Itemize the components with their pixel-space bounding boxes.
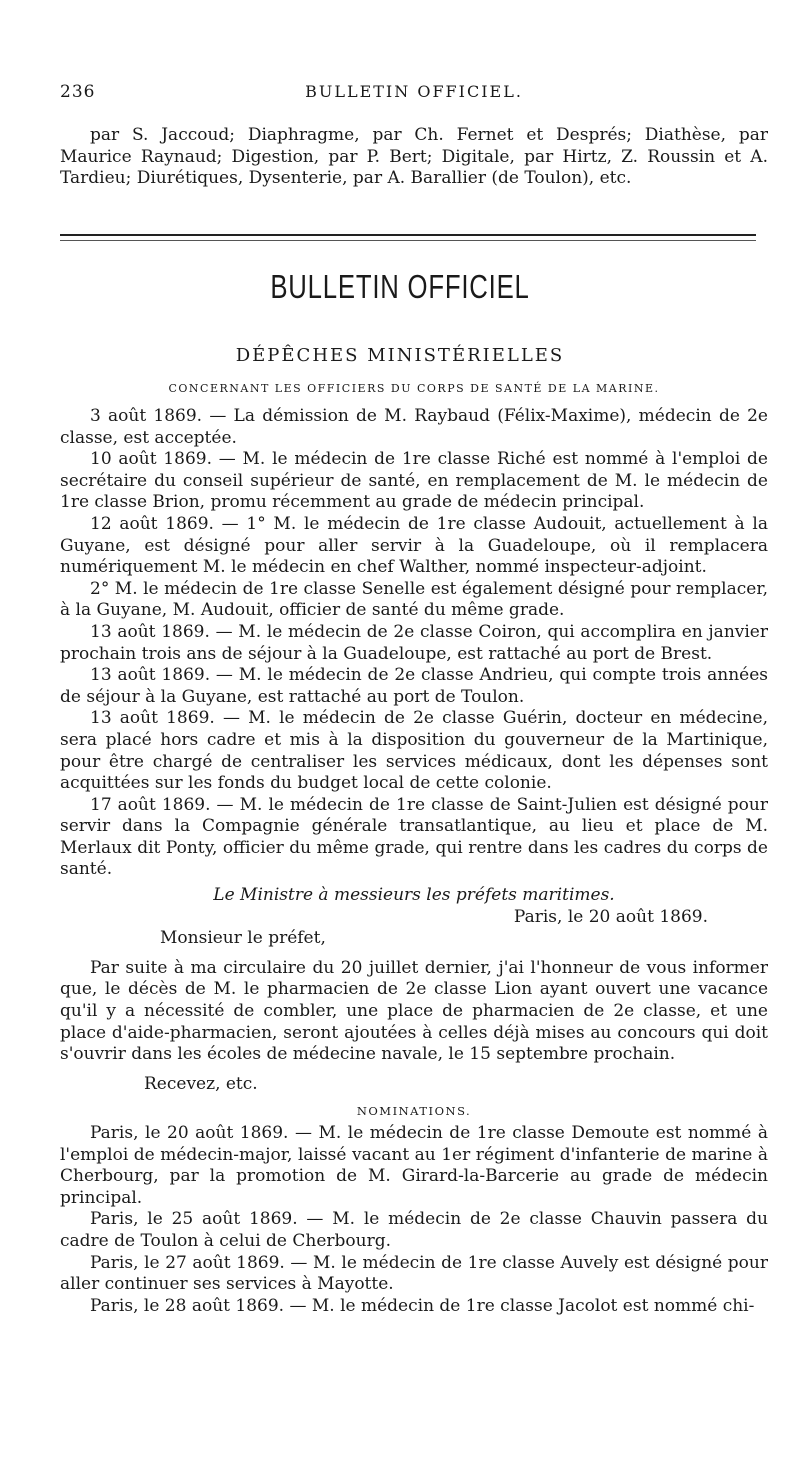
nomination-paragraph: Paris, le 25 août 1869. — M. le médecin de 2e classe Chauvin passera du cadre de Toulon à celui de Cherbourg.	[60, 1209, 768, 1251]
page-number: 236	[60, 82, 96, 102]
section-subtitle: DÉPÊCHES MINISTÉRIELLES	[235, 345, 565, 366]
letter-body: Par suite à ma circulaire du 20 juillet dernier, j'ai l'honneur de vous informer que, le décès de M. le pharmacien de 2e classe Lion ayant ouvert une vacance qu'il y a nécessité de combler, une place de pharmacien de 2e classe, et une place d'aide-pharmacien, seront ajoutées à celles déjà mises au concours qui doit s'ouvrir dans les écoles de médecine navale, le 15 septembre prochain.	[60, 957, 768, 1065]
divider-rule-thin	[60, 240, 756, 241]
letter-salutation: Monsieur le préfet,	[160, 928, 326, 949]
top-paragraph-block	[60, 125, 768, 190]
letter-place-date: Paris, le 20 août 1869.	[513, 906, 708, 927]
nomination-paragraph: Paris, le 27 août 1869. — M. le médecin de 1re classe Auvely est désigné pour aller continuer ses services à Mayotte.	[60, 1252, 768, 1295]
dispatch-paragraph: 3 août 1869. — La démission de M. Raybaud (Félix-Maxime), médecin de 2e classe, est acceptée.	[60, 406, 768, 448]
running-head: BULLETIN OFFICIEL.	[305, 82, 523, 101]
dispatch-paragraph: 13 août 1869. — M. le médecin de 2e classe Guérin, docteur en médecine, sera placé hors cadre et mis à la disposition du gouverneur de la Martinique, pour être chargé de centraliser les services médicaux, dont les dépenses sont acquittées sur les fonds du budget local de cette colonie.	[60, 708, 768, 794]
main-content	[60, 406, 768, 1317]
nomination-paragraph: Paris, le 20 août 1869. — M. le médecin de 1re classe Demoute est nommé à l'emploi de médecin-major, laissé vacant au 1er régiment d'infanterie de marine à Cherbourg, par la promotion de M. Girard-la-Barcerie au grade de médecin principal.	[60, 1123, 768, 1208]
dispatch-paragraph: 10 août 1869. — M. le médecin de 1re classe Riché est nommé à l'emploi de secrétaire du conseil supérieur de santé, en remplacement de M. le médecin de 1re classe Brion, promu récemment au grade de médecin principal.	[60, 449, 768, 513]
dispatch-paragraph: 12 août 1869. — 1° M. le médecin de 1re classe Audouit, actuellement à la Guyane, est désigné pour aller servir à la Guadeloupe, où il remplacera numériquement M. le médecin en chef Walther, nommé inspecteur-adjoint.	[60, 513, 768, 578]
top-paragraph: par S. Jaccoud; Diaphragme, par Ch. Fernet et Després; Diathèse, par Maurice Raynaud; Digestion, par P. Bert; Digitale, par Hirtz, Z. Roussin et A. Tardieu; Diurétiques, Dysenterie, par A. Barallier (de Toulon), etc.	[60, 125, 768, 189]
section-title: BULLETIN OFFICIEL	[270, 268, 530, 305]
nominations-heading: NOMINATIONS.	[356, 1104, 472, 1119]
nomination-paragraph: Paris, le 28 août 1869. — M. le médecin de 1re classe Jacolot est nommé chi-	[90, 1295, 755, 1316]
page-header	[60, 82, 768, 112]
letter-closing: Recevez, etc.	[144, 1073, 258, 1094]
dispatch-paragraph: 2° M. le médecin de 1re classe Senelle est également désigné pour remplacer, à la Guyane, M. Audouit, officier de santé du même grade.	[60, 578, 768, 621]
section-subsubtitle: CONCERNANT LES OFFICIERS DU CORPS DE SANTÉ DE LA MARINE.	[168, 382, 660, 395]
letter-heading: Le Ministre à messieurs les préfets maritimes.	[213, 885, 615, 906]
divider-rule	[60, 234, 756, 236]
dispatch-paragraph: 17 août 1869. — M. le médecin de 1re classe de Saint-Julien est désigné pour servir dans la Compagnie générale transatlantique, au lieu et place de M. Merlaux dit Ponty, officier du même grade, qui rentre dans les cadres du corps de santé.	[60, 794, 768, 880]
dispatch-paragraph: 13 août 1869. — M. le médecin de 2e classe Coiron, qui accomplira en janvier prochain trois ans de séjour à la Guadeloupe, est rattaché au port de Brest.	[60, 621, 768, 664]
dispatch-paragraph: 13 août 1869. — M. le médecin de 2e classe Andrieu, qui compte trois années de séjour à la Guyane, est rattaché au port de Toulon.	[60, 665, 768, 707]
